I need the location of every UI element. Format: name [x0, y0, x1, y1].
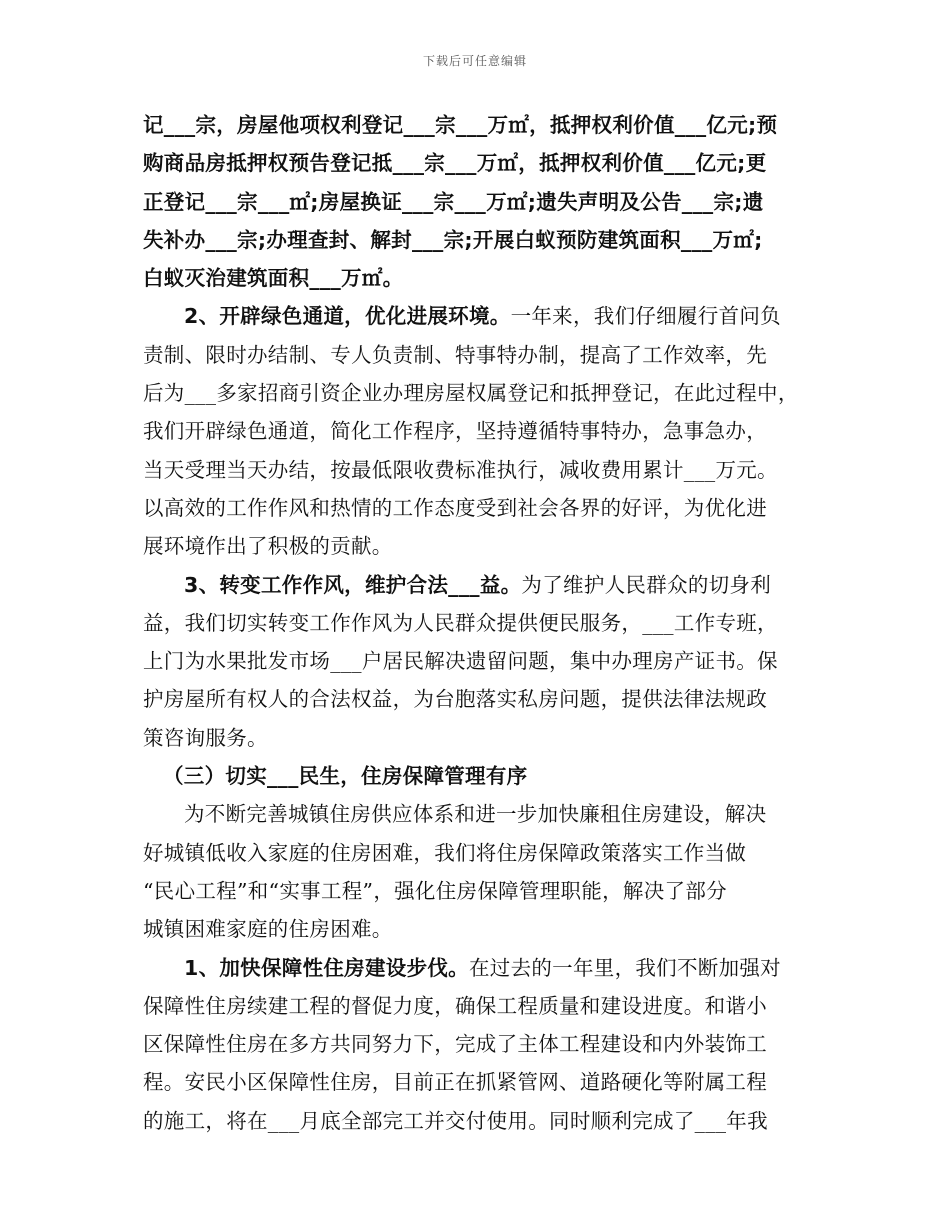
text-line: 购商品房抵押权预告登记抵___宗___万㎡，抵押权利价值___亿元;更 — [143, 151, 767, 176]
text-line: 益，我们切实转变工作作风为人民群众提供便民服务，___工作专班， — [143, 610, 778, 635]
text-line: 程。安民小区保障性住房，目前正在抓紧管网、道路硬化等附属工程 — [143, 1070, 767, 1095]
text-line: 失补办___宗;办理查封、解封___宗;开展白蚁预防建筑面积___万㎡; — [143, 227, 763, 252]
text-line: 上门为水果批发市场___户居民解决遗留问题，集中办理房产证书。保 — [143, 649, 778, 674]
page-header: 下载后可任意编辑 — [422, 54, 527, 68]
text-line: 城镇困难家庭的住房困难。 — [143, 917, 393, 942]
text-line: 护房屋所有权人的合法权益，为台胞落实私房问题，提供法律法规政 — [143, 687, 767, 712]
paragraph-first-line — [143, 566, 815, 604]
text-line: 展环境作出了积极的贡献。 — [143, 534, 393, 559]
text-run: 在过去的一年里，我们不断加强对 — [468, 955, 781, 980]
text-line: 好城镇低收入家庭的住房困难，我们将住房保障政策落实工作当做 — [143, 840, 747, 865]
text-line: 区保障性住房在多方共同努力下，完成了主体工程建设和内外装饰工 — [143, 1032, 767, 1057]
text-line: 的施工，将在___月底全部完工并交付使用。同时顺利完成了___年我 — [143, 1108, 768, 1133]
section-heading: 3、转变工作作风，维护合法___益。 — [184, 572, 522, 597]
text-line: 保障性住房续建工程的督促力度，确保工程质量和建设进度。和谐小 — [143, 993, 767, 1018]
text-line: 责制、限时办结制、专人负责制、特事特办制，提高了工作效率，先 — [143, 342, 767, 367]
text-line: 记___宗，房屋他项权利登记___宗___万㎡，抵押权利价值___亿元;预 — [143, 113, 778, 137]
text-line: 策咨询服务。 — [143, 725, 268, 750]
text-line: 当天受理当天办结，按最低限收费标准执行，减收费用累计___万元。 — [143, 457, 778, 482]
text-line: 后为___多家招商引资企业办理房屋权属登记和抵押登记，在此过程中， — [143, 381, 799, 406]
text-line: 我们开辟绿色通道，简化工作程序，坚持遵循特事特办，急事急办， — [143, 419, 767, 444]
text-line: 以高效的工作作风和热情的工作态度受到社会各界的好评，为优化进 — [143, 495, 767, 520]
section-heading: 1、加快保障性住房建设步伐。 — [184, 955, 469, 980]
text-line: 为不断完善城镇住房供应体系和进一步加快廉租住房建设，解决 — [184, 802, 767, 827]
text-run: 一年来，我们仔细履行首问负 — [510, 304, 781, 329]
section-heading: 2、开辟绿色通道，优化进展环境。 — [184, 304, 511, 329]
subsection-heading: （三）切实___民生，住房保障管理有序 — [163, 764, 528, 789]
text-line: 正登记___宗___㎡;房屋换证___宗___万㎡;遗失声明及公告___宗;遗 — [143, 189, 764, 214]
text-run: 为了维护人民群众的切身利 — [521, 572, 772, 597]
text-line: “民心工程”和“实事工程”，强化住房保障管理职能，解决了部分 — [143, 878, 727, 903]
text-line: 白蚁灭治建筑面积___万㎡。 — [143, 266, 404, 291]
document-body — [143, 106, 815, 1140]
paragraph-first-line — [143, 297, 815, 335]
paragraph-first-line — [143, 949, 815, 987]
